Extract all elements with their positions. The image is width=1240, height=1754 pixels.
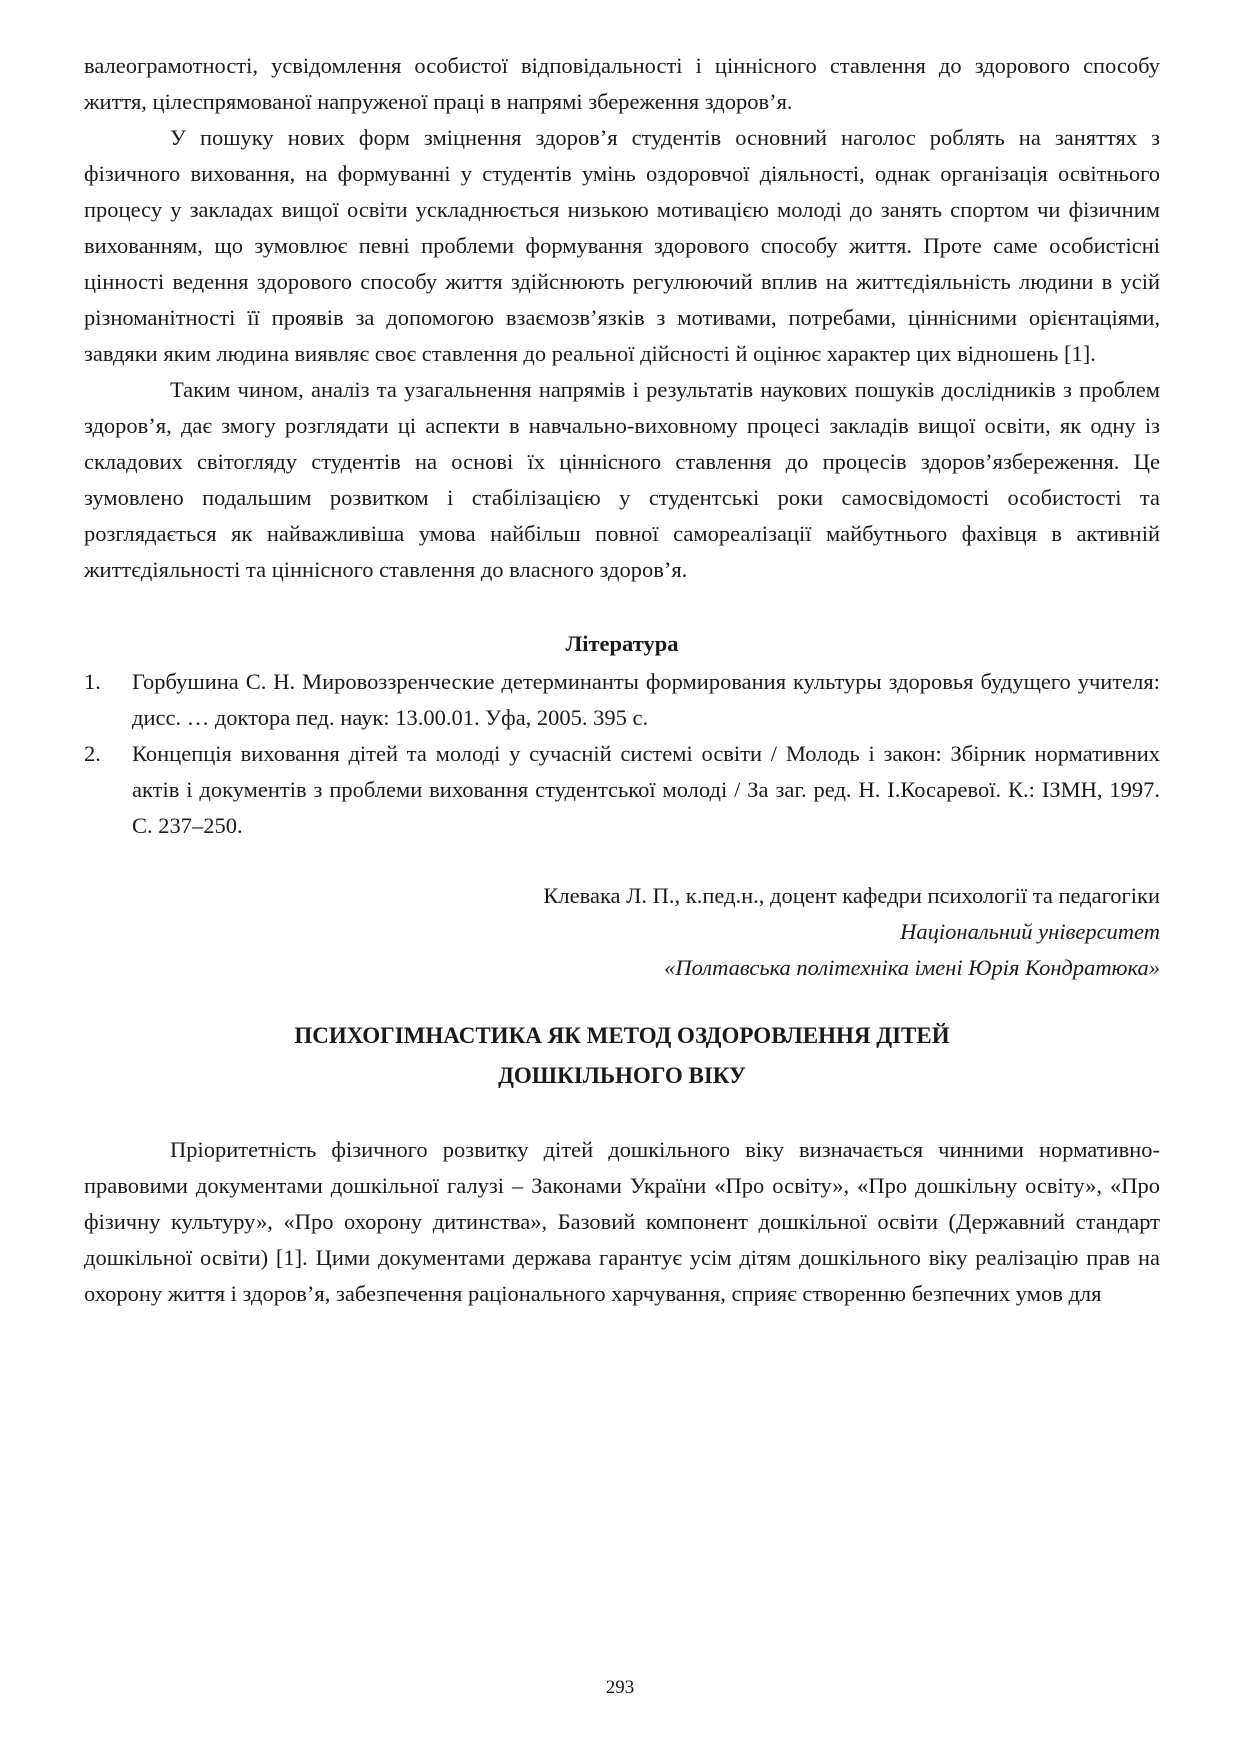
- spacer: [84, 1096, 1160, 1132]
- reference-text: Концепція виховання дітей та молоді у сучасній системі освіти / Молодь і закон: Збірник нормативних актів і документів з проблеми виховання студентської молоді / За заг. ред. Н. І.Косаревої. К.: ІЗМН, 1997. С. 237–250.: [132, 741, 1160, 838]
- page-number: 293: [605, 1677, 635, 1698]
- reference-item: [84, 664, 1160, 736]
- article-body-paragraph: Пріоритетність фізичного розвитку дітей дошкільного віку визначається чинними нормативно-правовими документами дошкільної галузі – Законами України «Про освіту», «Про дошкільну освіту», «Про фізичну культуру», «Про охорону дитинства», Базовий компонент дошкільної освіти (Державний стандарт дошкільної освіти) [1]. Цими документами держава гарантує усім дітям дошкільного віку реалізацію прав на охорону життя і здоров’я, забезпечення раціонального харчування, сприяє створенню безпечних умов для: [84, 1137, 1160, 1306]
- article-title-line-1: ПСИХОГІМНАСТИКА ЯК МЕТОД ОЗДОРОВЛЕННЯ ДІТЕЙ: [294, 1023, 950, 1048]
- university-line-1: Національний університет: [900, 919, 1160, 944]
- paragraph-continuation: валеограмотності, усвідомлення особистої відповідальності і ціннісного ставлення до здорового способу життя, цілеспрямованої напруженої праці в напрямі збереження здоров’я.: [84, 53, 1160, 114]
- author-line: Клевака Л. П., к.пед.н., доцент кафедри психології та педагогіки: [543, 883, 1160, 908]
- paragraph-conclusion: Таким чином, аналіз та узагальнення напрямів і результатів наукових пошуків дослідників з проблем здоров’я, дає змогу розглядати ці аспекти в навчально-виховному процесі закладів вищої освіти, як одну із складових світогляду студентів на основі їх ціннісного ставлення до процесів здоров’язбереження. Це зумовлено подальшим розвитком і стабілізацією у студентські роки самосвідомості особистості та розглядається як найважливіша умова найбільш повної самореалізації майбутнього фахівця в активній життєдіяльності та ціннісного ставлення до власного здоров’я.: [84, 377, 1160, 582]
- literature-heading: Література: [565, 631, 679, 656]
- author-block: [84, 878, 1160, 986]
- paragraph-health-forms: У пошуку нових форм зміцнення здоров’я студентів основний наголос роблять на заняттях з фізичного виховання, на формуванні у студентів умінь оздоровчої діяльності, однак організація освітнього процесу у закладах вищої освіти ускладнюється низькою мотивацією молоді до занять спортом чи фізичним вихованням, що зумовлює певні проблеми формування здорового способу життя. Проте саме особистісні цінності ведення здорового способу життя здійснюють регулюючий вплив на життєдіяльність людини в усій різноманітності її проявів за допомогою взаємозв’язків з мотивами, потребами, ціннісними орієнтаціями, завдяки яким людина виявляє своє ставлення до реальної дійсності й оцінює характер цих відношень [1].: [84, 125, 1160, 366]
- university-line-2: «Полтавська політехніка імені Юрія Кондратюка»: [664, 955, 1160, 980]
- article-title: [84, 1016, 1160, 1096]
- article-title-line-2: ДОШКІЛЬНОГО ВІКУ: [498, 1063, 746, 1088]
- reference-text: Горбушина С. Н. Мировоззренческие детерминанты формирования культуры здоровья будущего учителя: дисс. … доктора пед. наук: 13.00.01. Уфа, 2005. 395 с.: [132, 669, 1160, 730]
- reference-item: [84, 736, 1160, 844]
- reference-number: 2.: [84, 741, 101, 766]
- reference-list: [84, 664, 1160, 844]
- reference-number: 1.: [84, 669, 101, 694]
